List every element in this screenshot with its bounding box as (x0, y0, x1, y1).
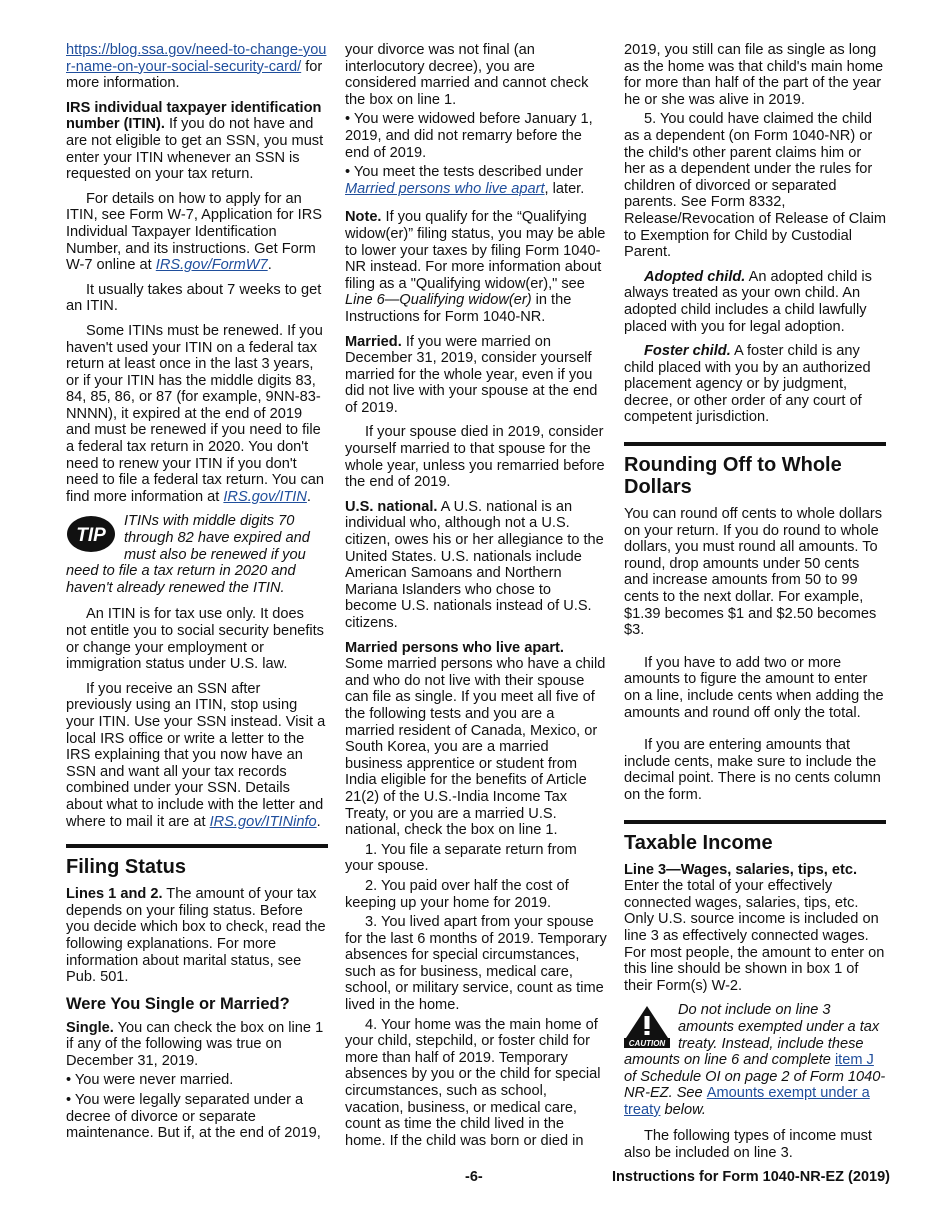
list-item: • You were never married. (66, 1072, 234, 1089)
itin-paragraph: IRS individual taxpayer identification number (ITIN). If you do not have and are not eligible to get an SSN, you must enter your ITIN whenever an SSN is requested on your tax return. (66, 99, 324, 183)
filing-status-heading: Filing Status (66, 844, 328, 878)
foster-child-paragraph: Foster child. A foster child is any child placed with you by an authorized placement agency or by judgment, decree, or other order of any court of competent jurisdiction. (624, 343, 871, 426)
test-item: 4. Your home was the main home of your child, stepchild, or foster child for more than half of 2019. Temporary absences by you or the child for special circumstances, such as school, vacation, business, or medical care, count as time the child lived in the home. If the child was born or died in (345, 1016, 601, 1149)
married-apart-link[interactable]: Married persons who live apart (345, 180, 545, 197)
line3-paragraph: Line 3—Wages, salaries, tips, etc. Enter the total of your effectively connected wages, salaries, tips, etc. Only U.S. source income is included on line 3 as effectively connected wages. For most people, the amount to enter on this line should be shown in box 1 of their Form(s) W-2. (624, 861, 885, 994)
us-national-paragraph: U.S. national. A U.S. national is an individual who, although not a U.S. citizen, owes his or her allegiance to the United States. U.S. nationals include American Samoans and Northern Mariana Islanders who chose to become U.S. nationals instead of U.S. citizens. (345, 498, 604, 631)
tip-icon (66, 515, 116, 553)
tip-callout (66, 513, 328, 596)
divorce-continued: your divorce was not final (an interlocutory decree), you are considered married and cannot check the box on line 1. (345, 42, 589, 108)
svg-text:TIP: TIP (76, 525, 106, 547)
test4-continued: 2019, you still can file as single as long as the home was that child's main home for more than half of the part of the year he or she was alive in 2019. (624, 42, 884, 108)
test-item: 5. You could have claimed the child as a dependent (on Form 1040-NR) or the child's other parent claims him or her as a dependent under the rules for children of divorced or separated parents. See Form 8332, Release/Revocation of Release of Claim to Exemption for Child by Custodial Parent. (624, 111, 887, 261)
spouse-died-paragraph: If your spouse died in 2019, consider yourself married to that spouse for the whole year, unless you remarried before the end of 2019. (345, 424, 605, 491)
decimal-paragraph: If you are entering amounts that include cents, make sure to include the decimal point. There is no cents column on the form. (624, 737, 881, 803)
column-right (624, 42, 886, 1170)
rounding-heading: Rounding Off to Whole Dollars (624, 442, 886, 498)
column-left (66, 42, 328, 1145)
itin-tax-use-paragraph: An ITIN is for tax use only. It does not entitle you to social security benefits or change your employment or immigration status under U.S. law. (66, 606, 324, 673)
married-apart-paragraph: Married persons who live apart. Some married persons who have a child and who do not live with their spouse can file as single. If you meet all five of the following tests and you are a married resident of Canada, Mexico, or South Korea, you are a married business apprentice or student from India eligible for the benefits of Article 21(2) of the U.S.-India Income Tax Treaty, or you are a married U.S. national, check the box on line 1. (345, 639, 606, 839)
note-paragraph: Note. If you qualify for the “Qualifying widow(er)” filing status, you may be able to lower your taxes by filing Form 1040-NR instead. For more information about filing as a "Qualifying widow(er)," see Line 6—Qualifying widow(er) in the Instructions for Form 1040-NR. (345, 209, 606, 325)
taxable-income-heading: Taxable Income (624, 820, 886, 854)
column-middle (345, 42, 607, 1152)
following-types-paragraph: The following types of income must also be included on line 3. (624, 1128, 872, 1162)
item-j-link[interactable]: item J (834, 1052, 874, 1069)
itininfo-link[interactable]: IRS.gov/ITINinfo (209, 813, 317, 830)
add-amounts-paragraph: If you have to add two or more amounts to figure the amount to enter on a line, include cents when adding the amounts and round off only the total. (624, 654, 884, 721)
list-item: • You were widowed before January 1, 2019, and did not remarry before the end of 2019. (345, 111, 593, 161)
amounts-exempt-link[interactable]: Amounts exempt under a treaty (624, 1085, 870, 1118)
itin-heading: IRS individual taxpayer identification number (ITIN). (66, 99, 322, 133)
test-item: 2. You paid over half the cost of keeping up your home for 2019. (345, 877, 569, 911)
caution-callout: CAUTION Do not include on line 3 amounts exempted under a tax treaty. Instead, include these amounts on line 6 and complete item J of Schedule OI on page 2 of Form 1040-NR-EZ. See Amounts exempt under a treaty below. (624, 1002, 886, 1118)
itin-weeks-paragraph: It usually takes about 7 weeks to get an ITIN. (66, 281, 322, 315)
form-name-footer: Instructions for Form 1040-NR-EZ (2019) (612, 1169, 890, 1185)
ssa-blog-link[interactable]: https://blog.ssa.gov/need-to-change-your-name-on-your-social-security-card/ (66, 42, 327, 75)
married-paragraph: Married. If you were married on December 31, 2019, consider yourself married for the whole year, even if you did not live with your spouse at the end of 2019. (345, 333, 598, 416)
single-paragraph: Single. You can check the box on line 1 if any of the following was true on December 31, 2019. (66, 1019, 324, 1069)
list-item: • You were legally separated under a decree of divorce or separate maintenance. But if, at the end of 2019, (66, 1092, 321, 1142)
ssn-after-itin-paragraph: If you receive an SSN after previously using an ITIN, stop using your ITIN. Use your SSN instead. Visit a local IRS office or write a letter to the IRS explaining that you now have an SSN and want all your tax records combined under your SSN. Details about what to include with the letter and where to mail it are at IRS.gov/ITINinfo. (66, 680, 326, 830)
lines-1-2-paragraph: Lines 1 and 2. The amount of your tax depends on your filing status. Before you decide which box to check, read the following explanations. For more information about marital status, see Pub. 501. (66, 886, 326, 986)
itin-renew-paragraph: Some ITINs must be renewed. If you haven't used your ITIN on a federal tax return at least once in the last 3 years, or if your ITIN has the middle digits 83, 84, 85, 86, or 87 (for example, 9NN-83-NNNN), it expired at the end of 2019 and must be renewed if you need to file a federal tax return in 2020. You don't need to renew your ITIN if you don't need to file a federal tax return. You can find more information at IRS.gov/ITIN. (66, 322, 325, 505)
list-item: • You meet the tests described under Married persons who live apart, later. (345, 164, 585, 197)
adopted-child-paragraph: Adopted child. An adopted child is always treated as your own child. An adopted child includes a child lawfully placed with you for legal adoption. (624, 268, 872, 335)
itin-details-paragraph: For details on how to apply for an ITIN, see Form W-7, Application for IRS Individual Taxpayer Identification Number, and its instructions. Get Form W-7 online at IRS.gov/FormW7. (66, 190, 323, 274)
test-item: 3. You lived apart from your spouse for the last 6 months of 2019. Temporary absences for special circumstances, such as for business, medical care, school, or military service, count as time lived in the home. (345, 914, 607, 1014)
irs-itin-link[interactable]: IRS.gov/ITIN (223, 488, 307, 505)
svg-text:CAUTION: CAUTION (628, 1039, 666, 1049)
tip-text: ITINs with middle digits 70 through 82 have expired and must also be renewed if you need to file a tax return in 2020 and haven't already renewed the ITIN. (66, 513, 310, 596)
single-or-married-heading: Were You Single or Married? (66, 994, 290, 1013)
ssa-link-paragraph: https://blog.ssa.gov/need-to-change-your-name-on-your-social-security-card/ for more information. (66, 42, 327, 92)
rounding-paragraph: You can round off cents to whole dollars on your return. If you do round to whole dollars, you must round all amounts. To round, drop amounts under 50 cents and increase amounts from 50 to 99 cents to the next dollar. For example, $1.39 becomes $1 and $2.50 becomes $3. (624, 506, 882, 639)
caution-icon (624, 1004, 670, 1048)
page-number: -6- (465, 1169, 483, 1185)
test-item: 1. You file a separate return from your spouse. (345, 841, 577, 875)
formw7-link[interactable]: IRS.gov/FormW7 (155, 257, 268, 274)
